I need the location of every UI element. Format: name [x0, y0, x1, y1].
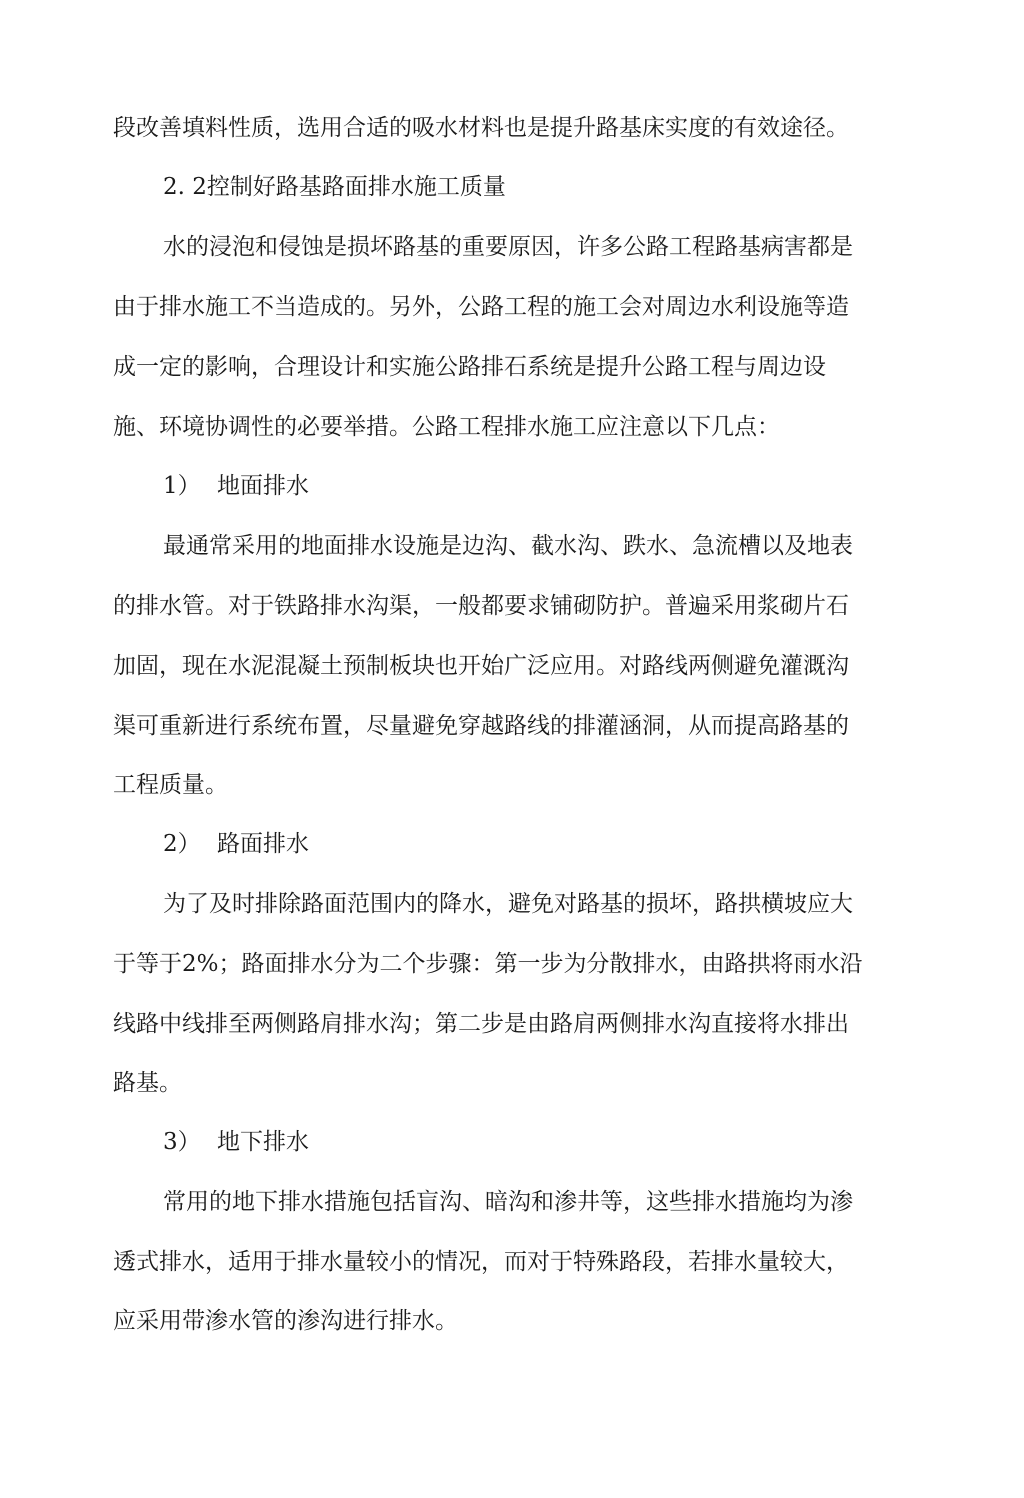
list-item-heading [163, 1127, 309, 1157]
list-item-number: 2） [163, 831, 201, 857]
paragraph-line: 为了及时排除路面范围内的降水，避免对路基的损坏，路拱横坡应大 [163, 891, 853, 917]
paragraph-line: 加固，现在水泥混凝土预制板块也开始广泛应用。对路线两侧避免灌溉沟 [113, 653, 849, 679]
paragraph-line: 透式排水，适用于排水量较小的情况，而对于特殊路段，若排水量较大， [113, 1249, 849, 1275]
paragraph-line: 线路中线排至两侧路肩排水沟；第二步是由路肩两侧排水沟直接将水排出 [113, 1011, 849, 1037]
paragraph-line: 施、环境协调性的必要举措。公路工程排水施工应注意以下几点： [113, 414, 780, 440]
list-item-title: 地下排水 [217, 1129, 309, 1155]
paragraph-line: 成一定的影响，合理设计和实施公路排石系统是提升公路工程与周边设 [113, 354, 826, 380]
section-heading: 2. 2控制好路基路面排水施工质量 [163, 174, 506, 200]
list-item-number: 1） [163, 473, 201, 499]
paragraph-line: 段改善填料性质，选用合适的吸水材料也是提升路基床实度的有效途径。 [113, 115, 849, 141]
paragraph-line: 渠可重新进行系统布置，尽量避免穿越路线的排灌涵洞，从而提高路基的 [113, 713, 849, 739]
paragraph-line: 最通常采用的地面排水设施是边沟、截水沟、跌水、急流槽以及地表 [163, 533, 853, 559]
list-item-heading [163, 471, 309, 501]
paragraph-line: 的排水管。对于铁路排水沟渠，一般都要求铺砌防护。普遍采用浆砌片石 [113, 593, 849, 619]
paragraph-line: 于等于2%；路面排水分为二个步骤：第一步为分散排水，由路拱将雨水沿 [113, 951, 863, 977]
paragraph-line: 路基。 [113, 1070, 182, 1096]
paragraph-line: 应采用带渗水管的渗沟进行排水。 [113, 1308, 458, 1334]
paragraph-line: 由于排水施工不当造成的。另外，公路工程的施工会对周边水利设施等造 [113, 294, 849, 320]
list-item-heading [163, 829, 309, 859]
paragraph-line: 常用的地下排水措施包括盲沟、暗沟和渗井等，这些排水措施均为渗 [163, 1189, 853, 1215]
list-item-title: 地面排水 [217, 473, 309, 499]
paragraph-line: 工程质量。 [113, 772, 228, 798]
list-item-title: 路面排水 [217, 831, 309, 857]
list-item-number: 3） [163, 1129, 201, 1155]
paragraph-line: 水的浸泡和侵蚀是损坏路基的重要原因，许多公路工程路基病害都是 [163, 234, 853, 260]
